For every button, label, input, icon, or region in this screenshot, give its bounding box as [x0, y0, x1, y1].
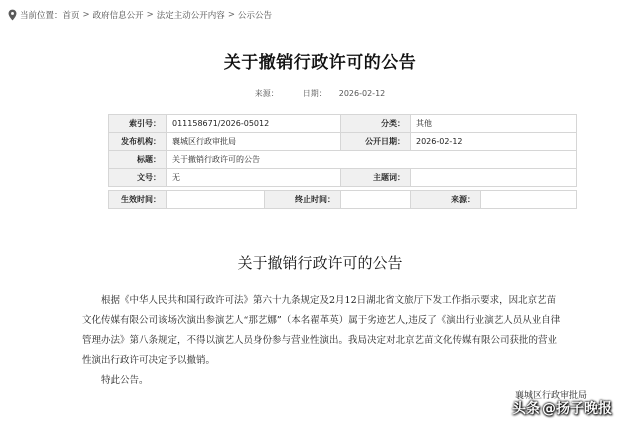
breadcrumb-home-link[interactable]: 首页 — [62, 11, 80, 21]
end-time-label: 终止时间： — [265, 191, 341, 209]
signature: 襄城区行政审批局 — [515, 391, 588, 401]
index-label: 索引号： — [109, 115, 167, 133]
breadcrumb-label: 当前位置： — [20, 11, 63, 21]
breadcrumb-separator: > — [146, 10, 154, 20]
effective-time-label: 生效时间： — [109, 191, 167, 209]
watermark — [512, 396, 612, 420]
watermark-text: 头条 — [512, 401, 540, 417]
article-body — [82, 291, 562, 391]
date-value: 2026-02-12 — [338, 89, 386, 98]
title-label: 标题： — [109, 151, 167, 169]
effective-time-value — [167, 191, 265, 209]
breadcrumb-notices-link[interactable]: 公示公告 — [237, 11, 272, 21]
index-value: 011158671/2026-05012 — [167, 115, 341, 133]
publish-date-value: 2026-02-12 — [411, 133, 577, 151]
table-row — [109, 115, 577, 133]
breadcrumb-gov-info-link[interactable]: 政府信息公开 — [92, 11, 144, 21]
table-source-label: 来源： — [411, 191, 481, 209]
title-value: 关于撤销行政许可的公告 — [167, 151, 577, 169]
doc-number-value: 无 — [167, 169, 341, 187]
article-meta — [0, 88, 640, 99]
breadcrumb-separator: > — [82, 10, 90, 20]
breadcrumb — [8, 8, 272, 22]
keywords-label: 主题词： — [341, 169, 411, 187]
article-paragraph: 根据《中华人民共和国行政许可法》第六十九条规定及2月12日湖北省文旅厅下发工作指示要求，因北京艺苗文化传媒有限公司该场次演出参演艺人“那艺娜”（本名翟革英）属于劣迹艺人,违反了《演出行业演艺人员从业自律管理办法》第八条规定，不得以演艺人员身份参与营业性演出。我局决定对北京艺苗文化传媒有限公司获批的营业性演出行政许可决定予以撤销。 — [82, 295, 561, 366]
breadcrumb-statutory-link[interactable]: 法定主动公开内容 — [156, 11, 225, 21]
doc-number-label: 文号： — [109, 169, 167, 187]
table-row — [109, 169, 577, 187]
table-row — [109, 191, 577, 209]
table-row — [109, 133, 577, 151]
issuer-value: 襄城区行政审批局 — [167, 133, 341, 151]
article-title: 关于撤销行政许可的公告 — [237, 254, 403, 272]
source-label: 来源： — [254, 89, 279, 98]
info-table-dates — [108, 190, 577, 209]
date-label: 日期： — [302, 89, 327, 98]
location-pin-icon — [8, 9, 17, 21]
info-table — [108, 114, 577, 187]
keywords-value — [411, 169, 577, 187]
date-meta — [303, 89, 386, 98]
category-label: 分类： — [341, 115, 411, 133]
category-value: 其他 — [411, 115, 577, 133]
page-title: 关于撤销行政许可的公告 — [223, 53, 417, 73]
end-time-value — [341, 191, 411, 209]
watermark-brand: @扬子晚报 — [542, 401, 612, 417]
breadcrumb-separator: > — [227, 10, 235, 20]
source-meta — [255, 89, 291, 98]
issuer-label: 发布机构： — [109, 133, 167, 151]
publish-date-label: 公开日期： — [341, 133, 411, 151]
table-source-value — [481, 191, 577, 209]
table-row — [109, 151, 577, 169]
article-closing: 特此公告。 — [101, 375, 149, 386]
